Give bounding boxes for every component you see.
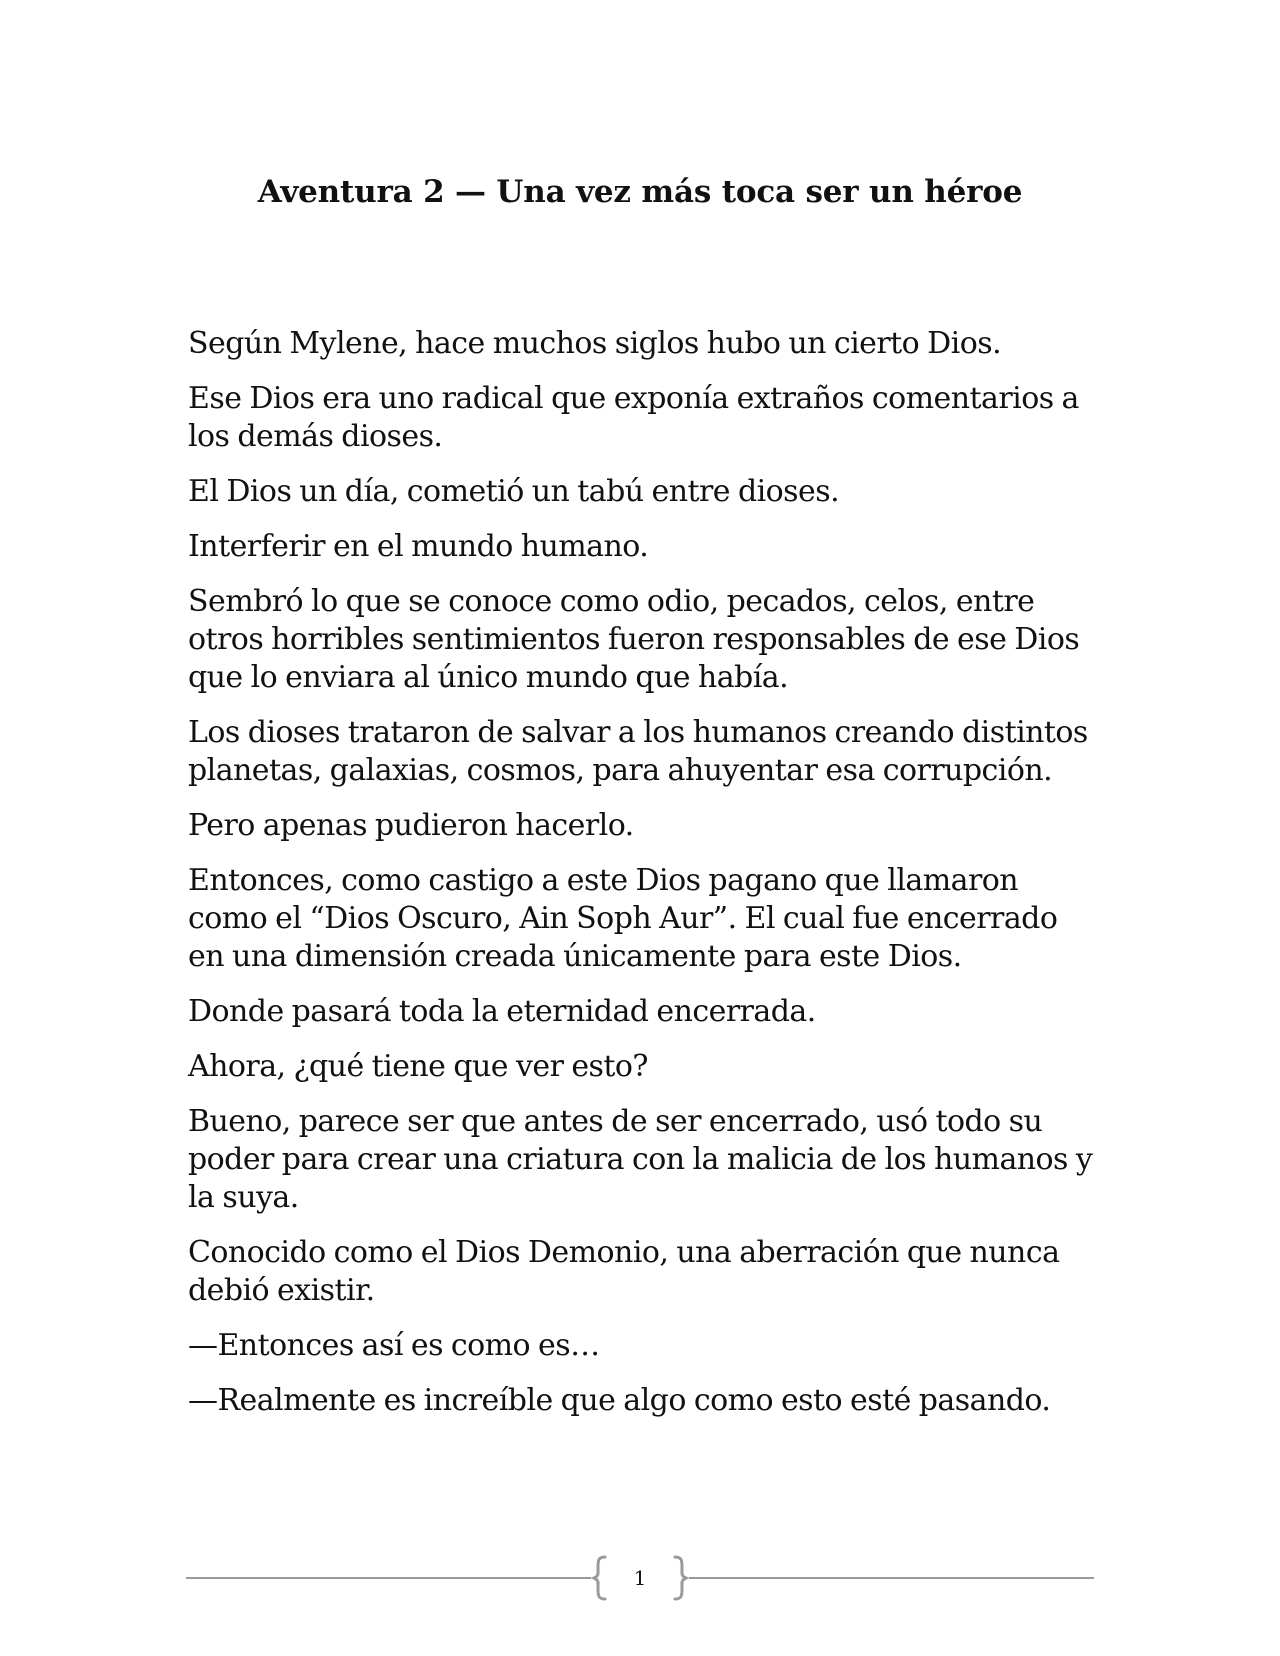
paragraph: Donde pasará toda la eternidad encerrada. <box>188 994 816 1029</box>
paragraph: Entonces, como castigo a este Dios pagano que llamaron como el “Dios Oscuro, Ain Soph Aur”. El cual fue encerrado en una dimensión creada únicamente para este Dios. <box>188 863 1058 974</box>
paragraph: Pero apenas pudieron hacerlo. <box>188 808 634 843</box>
paragraph: Interferir en el mundo humano. <box>188 529 649 564</box>
paragraph: Sembró lo que se conoce como odio, pecados, celos, entre otros horribles sentimientos fueron responsables de ese Dios que lo enviara al único mundo que había. <box>188 584 1080 695</box>
right-brace-icon <box>669 1553 689 1603</box>
left-brace-icon <box>591 1553 611 1603</box>
paragraph: —Entonces así es como es… <box>188 1328 600 1363</box>
chapter-title: Aventura 2 — Una vez más toca ser un héroe <box>257 174 1023 210</box>
page-footer <box>186 1553 1094 1603</box>
footer-rule-left <box>186 1577 591 1579</box>
paragraph: El Dios un día, cometió un tabú entre dioses. <box>188 474 840 509</box>
page-number: 1 <box>633 1566 647 1590</box>
paragraph: Bueno, parece ser que antes de ser encerrado, usó todo su poder para crear una criatura con la malicia de los humanos y la suya. <box>188 1104 1093 1215</box>
paragraph: Ahora, ¿qué tiene que ver esto? <box>188 1049 648 1084</box>
paragraph: —Realmente es increíble que algo como esto esté pasando. <box>188 1383 1051 1418</box>
paragraph: Los dioses trataron de salvar a los humanos creando distintos planetas, galaxias, cosmos, para ahuyentar esa corrupción. <box>188 715 1088 788</box>
body-text <box>188 325 1098 1437</box>
paragraph: Ese Dios era uno radical que exponía extraños comentarios a los demás dioses. <box>188 381 1079 454</box>
paragraph: Según Mylene, hace muchos siglos hubo un cierto Dios. <box>188 326 1002 361</box>
paragraph: Conocido como el Dios Demonio, una aberración que nunca debió existir. <box>188 1235 1060 1308</box>
footer-rule-right <box>689 1577 1094 1579</box>
